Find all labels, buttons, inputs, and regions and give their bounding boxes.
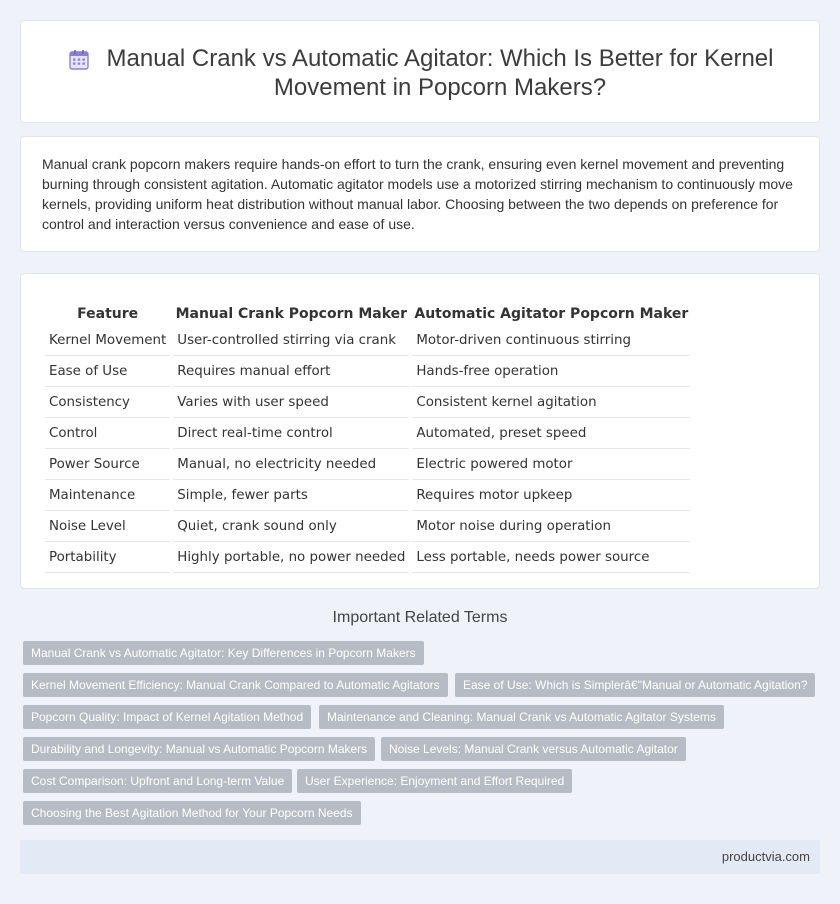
table-cell: Portability — [45, 542, 170, 573]
table-cell: Kernel Movement — [45, 325, 170, 356]
related-term-tag[interactable]: Choosing the Best Agitation Method for Your Popcorn Needs — [23, 801, 361, 825]
table-cell: Electric powered motor — [412, 449, 690, 480]
intro-card — [20, 136, 820, 252]
table-cell: Motor noise during operation — [412, 511, 690, 542]
table-cell: Direct real-time control — [173, 418, 409, 449]
table-cell: Requires manual effort — [173, 356, 409, 387]
related-term-tag[interactable]: Kernel Movement Efficiency: Manual Crank Compared to Automatic Agitators — [23, 673, 448, 697]
related-term-tag[interactable]: Maintenance and Cleaning: Manual Crank vs Automatic Agitator Systems — [319, 705, 724, 729]
table-cell: User-controlled stirring via crank — [173, 325, 409, 356]
footer — [20, 840, 820, 874]
comparison-card — [20, 273, 820, 589]
table-row — [45, 480, 690, 511]
header-card — [20, 20, 820, 123]
footer-site-link[interactable]: productvia.com — [721, 849, 810, 864]
related-term-tag[interactable]: Noise Levels: Manual Crank versus Automatic Agitator — [381, 737, 686, 761]
table-cell: Simple, fewer parts — [173, 480, 409, 511]
table-header-row — [45, 294, 690, 325]
column-header-automatic: Automatic Agitator Popcorn Maker — [414, 306, 689, 322]
column-header-manual: Manual Crank Popcorn Maker — [175, 306, 408, 322]
related-term-tag[interactable]: User Experience: Enjoyment and Effort Required — [297, 769, 572, 793]
table-cell: Requires motor upkeep — [412, 480, 690, 511]
table-cell: Varies with user speed — [173, 387, 409, 418]
page-title: Manual Crank vs Automatic Agitator: Which Is Better for Kernel Movement in Popcorn Makers? — [106, 45, 774, 101]
related-terms-heading: Important Related Terms — [332, 609, 508, 626]
table-row — [45, 449, 690, 480]
related-term-tag[interactable]: Cost Comparison: Upfront and Long-term Value — [23, 769, 292, 793]
comparison-table — [42, 294, 693, 573]
column-header-feature: Feature — [77, 306, 139, 322]
table-cell: Power Source — [45, 449, 170, 480]
table-cell: Less portable, needs power source — [412, 542, 690, 573]
related-term-tag[interactable]: Durability and Longevity: Manual vs Automatic Popcorn Makers — [23, 737, 375, 761]
table-cell: Consistency — [45, 387, 170, 418]
intro-paragraph: Manual crank popcorn makers require hands-on effort to turn the crank, ensuring even kernel movement and preventing burning through consistent agitation. Automatic agitator models use a motorized stirring mechanism to continuously move kernels, providing uniform heat distribution without manual labor. Choosing between the two depends on preference for control and interaction versus convenience and ease of use. — [42, 156, 793, 232]
table-row — [45, 511, 690, 542]
table-row — [45, 542, 690, 573]
table-cell: Highly portable, no power needed — [173, 542, 409, 573]
table-cell: Motor-driven continuous stirring — [412, 325, 690, 356]
table-cell: Maintenance — [45, 480, 170, 511]
table-row — [45, 418, 690, 449]
related-term-tag[interactable]: Popcorn Quality: Impact of Kernel Agitation Method — [23, 705, 311, 729]
table-cell: Hands-free operation — [412, 356, 690, 387]
table-cell: Control — [45, 418, 170, 449]
table-cell: Ease of Use — [45, 356, 170, 387]
related-term-tag[interactable]: Ease of Use: Which is Simplerâ€"Manual or Automatic Agitation? — [455, 673, 815, 697]
table-cell: Quiet, crank sound only — [173, 511, 409, 542]
table-row — [45, 387, 690, 418]
related-term-tag[interactable]: Manual Crank vs Automatic Agitator: Key Differences in Popcorn Makers — [23, 641, 424, 665]
table-row — [45, 356, 690, 387]
table-cell: Automated, preset speed — [412, 418, 690, 449]
table-cell: Noise Level — [45, 511, 170, 542]
table-row — [45, 325, 690, 356]
table-cell: Consistent kernel agitation — [412, 387, 690, 418]
table-cell: Manual, no electricity needed — [173, 449, 409, 480]
